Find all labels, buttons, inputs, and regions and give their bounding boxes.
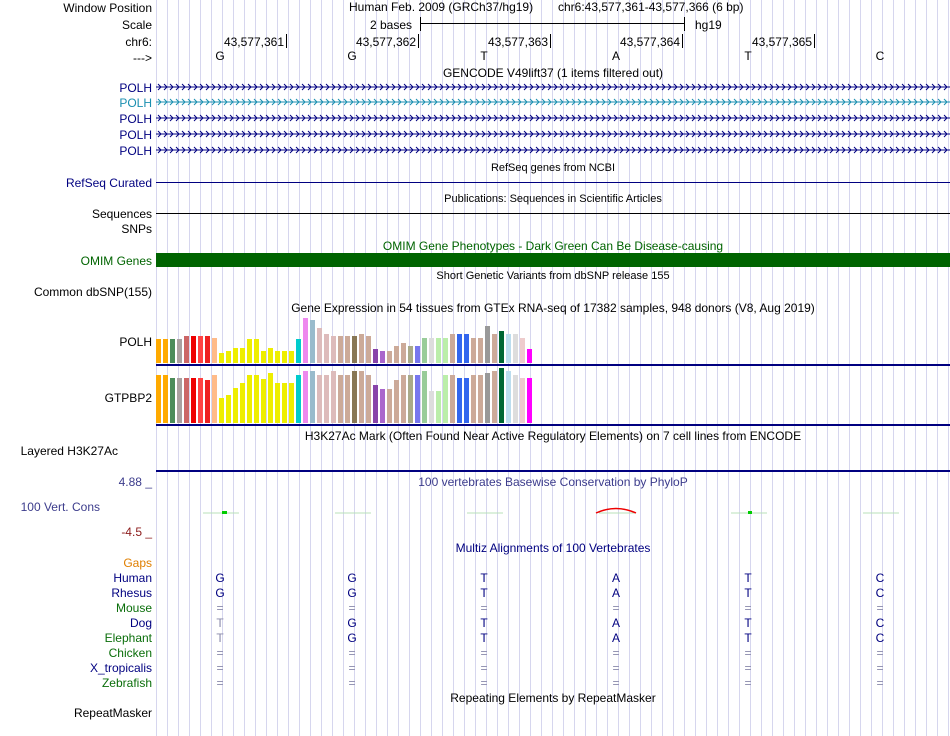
alignment-base: T bbox=[744, 631, 752, 645]
gtex-tissue-bar[interactable] bbox=[513, 334, 518, 363]
gtex-tissue-bar[interactable] bbox=[478, 375, 483, 423]
species-label-x-tropicalis[interactable]: X_tropicalis bbox=[89, 661, 152, 675]
gtex-tissue-bar[interactable] bbox=[394, 380, 399, 423]
gtex-gtpbp2-baseline bbox=[156, 424, 950, 426]
gencode-transcript[interactable] bbox=[156, 128, 950, 140]
gencode-gene-label[interactable]: POLH bbox=[119, 96, 152, 110]
gtex-tissue-bar[interactable] bbox=[352, 371, 357, 423]
alignment-base: T bbox=[744, 571, 752, 585]
gtex-tissue-bar[interactable] bbox=[401, 375, 406, 423]
gtex-tissue-bar[interactable] bbox=[317, 328, 322, 363]
gtex-tissue-bar[interactable] bbox=[289, 383, 294, 423]
gtex-tissue-bar[interactable] bbox=[205, 380, 210, 423]
alignment-base: = bbox=[612, 661, 620, 675]
gtex-tissue-bar[interactable] bbox=[366, 336, 371, 363]
gtex-tissue-bar[interactable] bbox=[408, 375, 413, 423]
ruler-coordinate: 43,577,363 bbox=[487, 35, 548, 49]
gtex-tissue-bar[interactable] bbox=[338, 375, 343, 423]
gtex-tissue-bar[interactable] bbox=[429, 391, 434, 423]
gencode-gene-label[interactable]: POLH bbox=[119, 144, 152, 158]
gtex-tissue-bar[interactable] bbox=[513, 375, 518, 423]
phylop-value-mark[interactable] bbox=[222, 511, 227, 514]
gtex-tissue-bar[interactable] bbox=[331, 371, 336, 423]
gencode-gene-label[interactable]: POLH bbox=[119, 81, 152, 95]
gtex-tissue-bar[interactable] bbox=[401, 343, 406, 363]
gtex-tissue-bar[interactable] bbox=[198, 378, 203, 423]
alignment-base: = bbox=[744, 676, 752, 690]
gtex-tissue-bar[interactable] bbox=[268, 373, 273, 423]
gtex-tissue-bar[interactable] bbox=[422, 371, 427, 423]
species-label-elephant[interactable]: Elephant bbox=[104, 631, 152, 645]
gtex-tissue-bar[interactable] bbox=[233, 348, 238, 363]
ruler-tick bbox=[286, 34, 287, 48]
gtex-gtpbp2-chart[interactable] bbox=[156, 367, 950, 423]
alignment-base: = bbox=[480, 661, 488, 675]
sequence-base: G bbox=[347, 49, 357, 63]
gtex-tissue-bar[interactable] bbox=[520, 338, 525, 363]
alignment-base: = bbox=[876, 676, 884, 690]
alignment-base: C bbox=[875, 586, 885, 600]
gtex-tissue-bar[interactable] bbox=[415, 375, 420, 423]
alignment-base: A bbox=[611, 631, 620, 645]
species-label-dog[interactable]: Dog bbox=[129, 616, 152, 630]
gtex-tissue-bar[interactable] bbox=[345, 336, 350, 363]
gtex-tissue-bar[interactable] bbox=[450, 334, 455, 363]
gtex-tissue-bar[interactable] bbox=[324, 375, 329, 423]
gtex-tissue-bar[interactable] bbox=[317, 375, 322, 423]
alignment-base: T bbox=[744, 616, 752, 630]
h3k27ac-track-label[interactable]: Layered H3K27Ac bbox=[20, 444, 118, 458]
h3k27ac-baseline bbox=[156, 470, 950, 472]
strand-arrow-label[interactable]: ---> bbox=[133, 51, 152, 65]
ruler-coordinate: 43,577,365 bbox=[751, 35, 812, 49]
gtex-tissue-bar[interactable] bbox=[443, 338, 448, 363]
phylop-track-title: 100 vertebrates Basewise Conservation by PhyloP bbox=[418, 475, 688, 489]
species-label-zebrafish[interactable]: Zebrafish bbox=[101, 676, 152, 690]
gtex-tissue-bar[interactable] bbox=[219, 353, 224, 363]
gtex-tissue-bar[interactable] bbox=[394, 346, 399, 363]
alignment-base: = bbox=[876, 601, 884, 615]
gtex-tissue-bar[interactable] bbox=[289, 351, 294, 363]
gtex-tissue-bar[interactable] bbox=[282, 351, 287, 363]
gtex-tissue-bar[interactable] bbox=[429, 338, 434, 363]
gtex-tissue-bar[interactable] bbox=[527, 349, 532, 363]
sequence-base: A bbox=[611, 49, 620, 63]
gtex-tissue-bar[interactable] bbox=[471, 338, 476, 363]
alignment-base: T bbox=[480, 586, 488, 600]
gtex-tissue-bar[interactable] bbox=[380, 351, 385, 363]
gtex-tissue-bar[interactable] bbox=[492, 371, 497, 423]
snps-track-label[interactable]: SNPs bbox=[121, 222, 152, 236]
gtex-tissue-bar[interactable] bbox=[373, 385, 378, 423]
gtex-tissue-bar[interactable] bbox=[205, 336, 210, 363]
alignment-base: G bbox=[215, 586, 225, 600]
gtex-tissue-bar[interactable] bbox=[226, 351, 231, 363]
ruler-coordinate: 43,577,362 bbox=[355, 35, 416, 49]
gtex-tissue-bar[interactable] bbox=[156, 375, 161, 423]
gtex-tissue-bar[interactable] bbox=[485, 373, 490, 423]
multiz-track-title: Multiz Alignments of 100 Vertebrates bbox=[455, 541, 651, 555]
alignment-base: = bbox=[612, 601, 620, 615]
gtex-tissue-bar[interactable] bbox=[212, 338, 217, 363]
species-label-chicken[interactable]: Chicken bbox=[108, 646, 152, 660]
gtex-tissue-bar[interactable] bbox=[233, 388, 238, 423]
gtex-tissue-bar[interactable] bbox=[436, 391, 441, 423]
alignment-base: = bbox=[348, 661, 356, 675]
gtex-polh-chart[interactable] bbox=[156, 315, 950, 363]
alignment-base: = bbox=[480, 676, 488, 690]
window-position-label[interactable]: Window Position bbox=[63, 1, 152, 15]
gtex-tissue-bar[interactable] bbox=[163, 339, 168, 363]
dbsnp-track-label[interactable]: Common dbSNP(155) bbox=[33, 285, 152, 299]
gtex-tissue-bar[interactable] bbox=[478, 338, 483, 363]
gtex-tissue-bar[interactable] bbox=[261, 379, 266, 423]
h3k27ac-track-title: H3K27Ac Mark (Often Found Near Active Regulatory Elements) on 7 cell lines from ENCODE bbox=[304, 429, 802, 443]
gtex-tissue-bar[interactable] bbox=[163, 375, 168, 423]
gtex-tissue-bar[interactable] bbox=[191, 378, 196, 423]
sequence-base: T bbox=[480, 49, 488, 63]
phylop-max-label: 4.88 _ bbox=[118, 475, 152, 489]
track-image[interactable] bbox=[156, 0, 950, 736]
gtex-tissue-bar[interactable] bbox=[254, 375, 259, 423]
alignment-base: = bbox=[744, 661, 752, 675]
gtex-tissue-bar[interactable] bbox=[443, 375, 448, 423]
gtex-tissue-bar[interactable] bbox=[464, 378, 469, 423]
species-label-rhesus[interactable]: Rhesus bbox=[111, 586, 152, 600]
alignment-base: = bbox=[480, 646, 488, 660]
scale-bar bbox=[420, 17, 685, 31]
gtex-tissue-bar[interactable] bbox=[303, 371, 308, 423]
gtex-tissue-bar[interactable] bbox=[184, 336, 189, 363]
gtex-tissue-bar[interactable] bbox=[506, 371, 511, 423]
gtex-tissue-bar[interactable] bbox=[247, 339, 252, 363]
gtex-tissue-bar[interactable] bbox=[471, 375, 476, 423]
alignment-base: = bbox=[216, 601, 224, 615]
gtex-tissue-bar[interactable] bbox=[492, 334, 497, 363]
gtex-tissue-bar[interactable] bbox=[359, 334, 364, 363]
track-label-column bbox=[0, 0, 156, 736]
gtex-tissue-bar[interactable] bbox=[240, 383, 245, 423]
ruler-tick bbox=[682, 34, 683, 48]
alignment-base: T bbox=[216, 631, 224, 645]
gtex-tissue-bar[interactable] bbox=[177, 378, 182, 423]
omim-track-title: OMIM Gene Phenotypes - Dark Green Can Be Disease-causing bbox=[382, 239, 724, 253]
gaps-label[interactable]: Gaps bbox=[123, 556, 152, 570]
gencode-transcript[interactable] bbox=[156, 81, 950, 93]
gtex-tissue-bar[interactable] bbox=[226, 395, 231, 423]
gencode-transcript[interactable] bbox=[156, 112, 950, 124]
position-title: chr6:43,577,361-43,577,366 (6 bp) bbox=[558, 0, 744, 14]
alignment-base: C bbox=[875, 571, 885, 585]
phylop-track-label[interactable]: 100 Vert. Cons bbox=[20, 500, 100, 514]
alignment-base: = bbox=[216, 676, 224, 690]
ruler-tick bbox=[418, 34, 419, 48]
alignment-base: A bbox=[611, 571, 620, 585]
repeatmasker-track-label[interactable]: RepeatMasker bbox=[73, 706, 152, 720]
refseq-gene-line[interactable] bbox=[156, 182, 950, 183]
gtex-tissue-bar[interactable] bbox=[254, 339, 259, 363]
gtex-tissue-bar[interactable] bbox=[338, 336, 343, 363]
gtex-tissue-bar[interactable] bbox=[170, 378, 175, 423]
gtex-polh-baseline bbox=[156, 364, 950, 366]
gtex-tissue-bar[interactable] bbox=[408, 346, 413, 363]
alignment-base: = bbox=[348, 601, 356, 615]
alignment-base: = bbox=[348, 676, 356, 690]
ruler-coordinate: 43,577,361 bbox=[223, 35, 284, 49]
scale-bar-text: 2 bases bbox=[370, 18, 413, 32]
gtex-tissue-bar[interactable] bbox=[310, 371, 315, 423]
alignment-base: = bbox=[744, 601, 752, 615]
alignment-base: T bbox=[480, 571, 488, 585]
gtex-tissue-bar[interactable] bbox=[345, 375, 350, 423]
gtex-tissue-bar[interactable] bbox=[464, 334, 469, 363]
sequence-base: T bbox=[744, 49, 752, 63]
gencode-gene-label[interactable]: POLH bbox=[119, 128, 152, 142]
alignment-base: G bbox=[347, 586, 357, 600]
gtex-tissue-bar[interactable] bbox=[373, 349, 378, 363]
chr-label[interactable]: chr6: bbox=[125, 35, 152, 49]
ruler-tick bbox=[550, 34, 551, 48]
gtex-tissue-bar[interactable] bbox=[296, 375, 301, 423]
publications-track-title: Publications: Sequences in Scientific Articles bbox=[444, 193, 662, 205]
gtex-tissue-bar[interactable] bbox=[219, 398, 224, 423]
gtex-tissue-bar[interactable] bbox=[240, 348, 245, 363]
gtex-tissue-bar[interactable] bbox=[415, 346, 420, 363]
alignment-base: = bbox=[612, 676, 620, 690]
alignment-base: A bbox=[611, 586, 620, 600]
gtex-track-title: Gene Expression in 54 tissues from GTEx RNA-seq of 17382 samples, 948 donors (V8, Aug 2019) bbox=[291, 301, 815, 315]
phylop-value-mark[interactable] bbox=[748, 511, 752, 514]
omim-track-label[interactable]: OMIM Genes bbox=[80, 254, 152, 268]
alignment-base: G bbox=[347, 571, 357, 585]
alignment-base: T bbox=[480, 616, 488, 630]
gencode-transcript[interactable] bbox=[156, 144, 950, 156]
gtex-tissue-bar[interactable] bbox=[422, 338, 427, 363]
gtex-tissue-bar[interactable] bbox=[247, 375, 252, 423]
gtex-tissue-bar[interactable] bbox=[450, 375, 455, 423]
gtex-gene-label[interactable]: GTPBP2 bbox=[104, 391, 152, 405]
alignment-base: = bbox=[876, 646, 884, 660]
gtex-tissue-bar[interactable] bbox=[352, 336, 357, 363]
gtex-gene-label[interactable]: POLH bbox=[119, 335, 152, 349]
gtex-tissue-bar[interactable] bbox=[499, 368, 504, 423]
gtex-tissue-bar[interactable] bbox=[457, 334, 462, 363]
gtex-tissue-bar[interactable] bbox=[177, 339, 182, 363]
omim-gene-bar[interactable] bbox=[156, 253, 950, 267]
species-label-human[interactable]: Human bbox=[113, 571, 152, 585]
alignment-base: G bbox=[347, 616, 357, 630]
phylop-value-mark[interactable] bbox=[596, 509, 636, 514]
alignment-base: = bbox=[216, 646, 224, 660]
gtex-tissue-bar[interactable] bbox=[387, 351, 392, 363]
gtex-tissue-bar[interactable] bbox=[527, 378, 532, 423]
gtex-tissue-bar[interactable] bbox=[310, 320, 315, 363]
dbsnp-track-title: Short Genetic Variants from dbSNP release 155 bbox=[436, 270, 670, 282]
alignment-base: T bbox=[744, 586, 752, 600]
gtex-tissue-bar[interactable] bbox=[275, 351, 280, 363]
gtex-tissue-bar[interactable] bbox=[156, 339, 161, 363]
gencode-transcript[interactable] bbox=[156, 96, 950, 108]
alignment-base: C bbox=[875, 631, 885, 645]
alignment-base: = bbox=[216, 661, 224, 675]
alignment-base: A bbox=[611, 616, 620, 630]
alignment-base: = bbox=[480, 601, 488, 615]
alignment-base: G bbox=[215, 571, 225, 585]
gtex-tissue-bar[interactable] bbox=[457, 378, 462, 423]
gtex-tissue-bar[interactable] bbox=[324, 334, 329, 363]
alignment-base: T bbox=[216, 616, 224, 630]
alignment-base: T bbox=[480, 631, 488, 645]
sequences-track-label[interactable]: Sequences bbox=[91, 207, 152, 221]
gtex-tissue-bar[interactable] bbox=[499, 331, 504, 363]
refseq-track-label[interactable]: RefSeq Curated bbox=[65, 176, 152, 190]
sequences-line[interactable] bbox=[156, 213, 950, 214]
alignment-base: = bbox=[876, 661, 884, 675]
gtex-tissue-bar[interactable] bbox=[387, 389, 392, 423]
gtex-tissue-bar[interactable] bbox=[212, 375, 217, 423]
gtex-tissue-bar[interactable] bbox=[380, 389, 385, 423]
alignment-base: = bbox=[744, 646, 752, 660]
gtex-tissue-bar[interactable] bbox=[331, 336, 336, 363]
gtex-tissue-bar[interactable] bbox=[282, 383, 287, 423]
alignment-base: G bbox=[347, 631, 357, 645]
gtex-tissue-bar[interactable] bbox=[268, 348, 273, 363]
alignment-base: C bbox=[875, 616, 885, 630]
gtex-tissue-bar[interactable] bbox=[184, 378, 189, 423]
alignment-base: = bbox=[612, 646, 620, 660]
sequence-base: C bbox=[875, 49, 885, 63]
gtex-tissue-bar[interactable] bbox=[296, 339, 301, 363]
assembly-title: Human Feb. 2009 (GRCh37/hg19) bbox=[349, 0, 534, 14]
gtex-tissue-bar[interactable] bbox=[261, 351, 266, 363]
gtex-tissue-bar[interactable] bbox=[366, 375, 371, 423]
gtex-tissue-bar[interactable] bbox=[506, 334, 511, 363]
gtex-tissue-bar[interactable] bbox=[198, 336, 203, 363]
gtex-tissue-bar[interactable] bbox=[275, 383, 280, 423]
gencode-track-title: GENCODE V49lift37 (1 items filtered out) bbox=[442, 66, 664, 80]
refseq-track-title: RefSeq genes from NCBI bbox=[490, 162, 616, 174]
gencode-gene-label[interactable]: POLH bbox=[119, 112, 152, 126]
gtex-tissue-bar[interactable] bbox=[520, 378, 525, 423]
alignment-base: = bbox=[348, 646, 356, 660]
phylop-min-label: -4.5 _ bbox=[121, 525, 152, 539]
scale-assembly: hg19 bbox=[695, 18, 722, 32]
scale-label[interactable]: Scale bbox=[121, 18, 152, 32]
sequence-base: G bbox=[215, 49, 225, 63]
species-label-mouse[interactable]: Mouse bbox=[115, 601, 152, 615]
ruler-tick bbox=[814, 34, 815, 48]
gtex-tissue-bar[interactable] bbox=[191, 336, 196, 363]
gtex-tissue-bar[interactable] bbox=[170, 339, 175, 363]
gtex-tissue-bar[interactable] bbox=[436, 338, 441, 363]
gtex-tissue-bar[interactable] bbox=[303, 318, 308, 363]
gtex-tissue-bar[interactable] bbox=[359, 371, 364, 423]
gtex-tissue-bar[interactable] bbox=[485, 326, 490, 363]
phylop-graph[interactable] bbox=[156, 490, 950, 530]
repeatmasker-track-title: Repeating Elements by RepeatMasker bbox=[450, 691, 656, 705]
ruler-coordinate: 43,577,364 bbox=[619, 35, 680, 49]
